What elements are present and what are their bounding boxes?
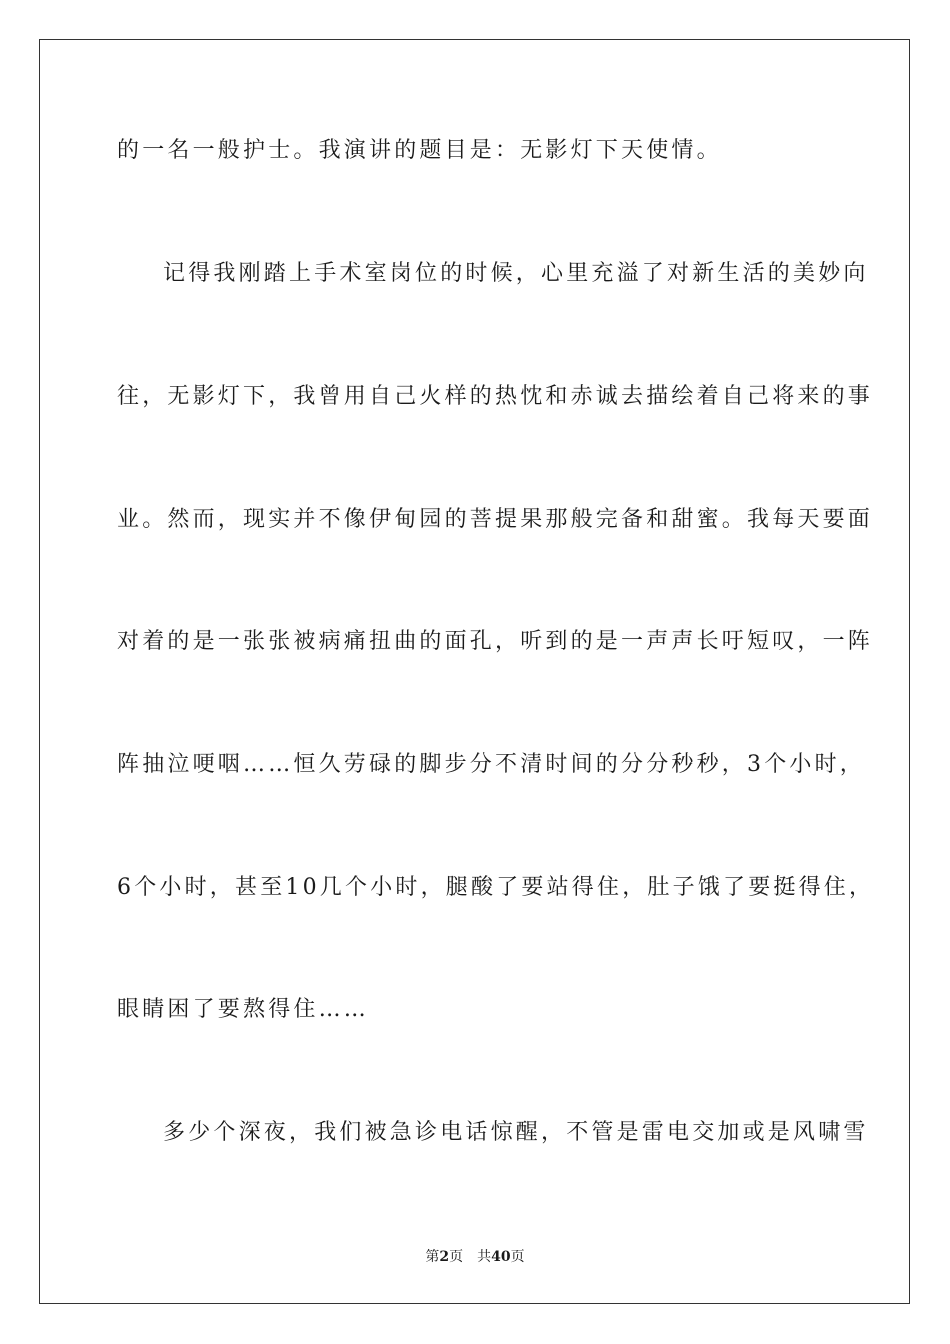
page-footer xyxy=(0,1247,950,1267)
text-line-4: 业。然而，现实并不像伊甸园的菩提果那般完备和甜蜜。我每天要面 xyxy=(117,507,874,532)
text-line-3: 往，无影灯下，我曾用自己火样的热忱和赤诚去描绘着自己将来的事 xyxy=(117,384,874,409)
text-line-5: 对着的是一张张被病痛扭曲的面孔，听到的是一声声长吁短叹，一阵 xyxy=(117,629,874,654)
footer-page-suffix: 页 xyxy=(449,1249,464,1265)
text-line-7: 6个小时，甚至10几个小时，腿酸了要站得住，肚子饿了要挺得住， xyxy=(117,875,875,900)
text-line-2: 记得我刚踏上手术室岗位的时候，心里充溢了对新生活的美妙向 xyxy=(163,261,869,286)
text-line-1: 的一名一般护士。我演讲的题目是：无影灯下天使情。 xyxy=(117,138,722,163)
text-line-9: 多少个深夜，我们被急诊电话惊醒，不管是雷电交加或是风啸雪 xyxy=(163,1120,869,1145)
page-border xyxy=(39,39,910,1304)
footer-page-prefix: 第 xyxy=(425,1249,440,1265)
text-line-6: 阵抽泣哽咽……恒久劳碌的脚步分不清时间的分分秒秒，3个小时， xyxy=(117,752,865,777)
footer-page-number: 2 xyxy=(439,1249,450,1265)
footer-total-pages: 40 xyxy=(491,1249,511,1265)
text-line-8: 眼睛困了要熬得住…… xyxy=(117,997,370,1022)
footer-total-prefix: 共 xyxy=(477,1249,492,1265)
footer-total-suffix: 页 xyxy=(510,1249,525,1265)
